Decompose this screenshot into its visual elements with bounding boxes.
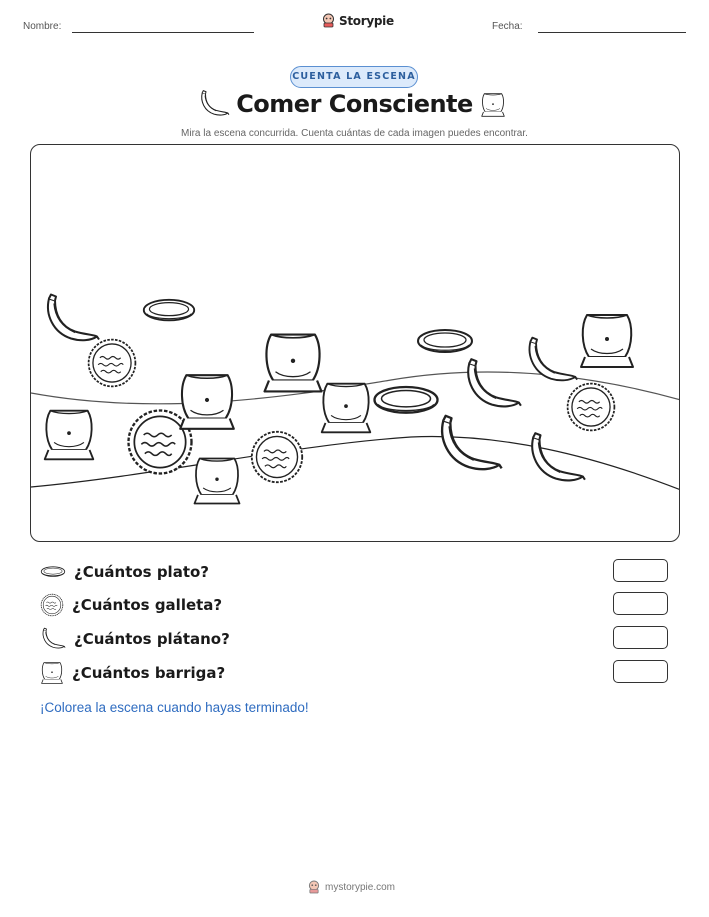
banana-icon — [48, 295, 99, 341]
site-footer — [308, 880, 395, 894]
cookie-icon — [129, 411, 192, 474]
question-text: ¿Cuántos barriga? — [72, 664, 226, 682]
plate-icon — [375, 387, 438, 413]
activity-badge: CUENTA LA ESCENA — [290, 66, 418, 88]
belly-icon — [40, 660, 64, 686]
cookie-icon — [40, 593, 64, 617]
belly-icon — [194, 458, 239, 503]
coloring-instruction: ¡Colorea la escena cuando hayas terminado! — [40, 700, 309, 715]
question-cookie — [40, 592, 222, 618]
brand-name: Storypie — [339, 13, 394, 28]
storypie-mascot-icon — [308, 880, 320, 894]
question-belly — [40, 660, 225, 686]
plate-icon — [418, 330, 472, 352]
instructions: Mira la escena concurrida. Cuenta cuántas de cada imagen puedes encontrar. — [181, 128, 528, 139]
belly-icon — [180, 375, 234, 429]
banana-icon — [442, 416, 502, 469]
answer-box-banana[interactable] — [613, 626, 668, 649]
plate-icon — [144, 300, 194, 321]
plate-icon — [40, 565, 66, 579]
answer-box-belly[interactable] — [613, 660, 668, 683]
date-field[interactable] — [538, 32, 686, 33]
question-text: ¿Cuántos galleta? — [72, 596, 223, 614]
cookie-icon — [252, 432, 302, 482]
counting-scene[interactable] — [30, 144, 680, 542]
question-text: ¿Cuántos plato? — [74, 563, 209, 581]
name-label: Nombre: — [23, 21, 62, 32]
cookie-icon — [89, 340, 136, 387]
belly-icon — [581, 315, 633, 367]
answer-box-cookie[interactable] — [613, 592, 668, 615]
question-plate — [40, 559, 209, 585]
banana-icon — [40, 627, 66, 651]
storypie-mascot-icon — [322, 13, 335, 28]
name-field[interactable] — [72, 32, 254, 33]
brand-logo — [322, 13, 394, 28]
question-banana — [40, 626, 230, 652]
banana-icon — [468, 359, 521, 406]
site-url: mystorypie.com — [325, 881, 396, 893]
belly-icon — [45, 411, 94, 460]
answer-box-plate[interactable] — [613, 559, 668, 582]
date-label: Fecha: — [492, 21, 523, 32]
belly-icon — [265, 335, 322, 392]
belly-icon — [480, 90, 506, 120]
belly-icon — [322, 384, 371, 433]
scene-drawing — [31, 145, 680, 542]
cookie-icon — [568, 384, 615, 431]
page-title: Comer Consciente — [236, 90, 473, 118]
question-text: ¿Cuántos plátano? — [74, 630, 230, 648]
